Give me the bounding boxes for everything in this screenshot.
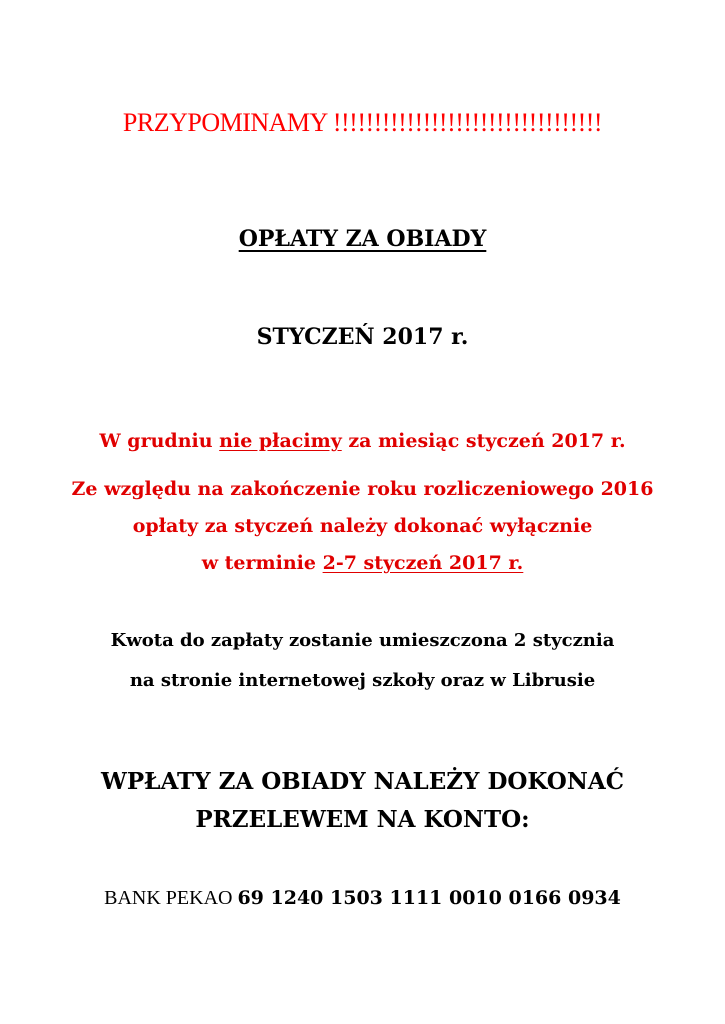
notice-line-4-pre: w terminie [201,552,323,574]
notice-line-1 [0,430,725,452]
reminder-text: PRZYPOMINAMY !!!!!!!!!!!!!!!!!!!!!!!!!!!!!!!!! [122,108,603,137]
bank-name: BANK PEKAO [104,887,238,909]
notice-line-3-text: opłaty za styczeń należy dokonać wyłącznie [132,515,593,537]
notice-line-1-underlined: nie płacimy [219,430,342,452]
notice-line-2-text: Ze względu na zakończenie roku rozliczeniowego 2016 [71,478,654,500]
payment-heading-line-1 [0,768,725,795]
notice-line-4-underlined: 2-7 styczeń 2017 r. [322,552,524,574]
notice-line-2 [0,478,725,500]
payment-heading-line-2-text: PRZELEWEM NA KONTO: [195,806,530,833]
notice-line-1-pre: W grudniu [99,430,220,452]
amount-info-line-2-text: na stronie internetowej szkoły oraz w Librusie [129,670,596,691]
month-heading [0,324,725,350]
notice-line-3 [0,515,725,537]
page-title [0,226,725,252]
bank-account-number: 69 1240 1503 1111 0010 0166 0934 [237,887,621,909]
bank-account-line [0,887,725,910]
amount-info-line-1-text: Kwota do zapłaty zostanie umieszczona 2 stycznia [110,630,615,651]
month-heading-text: STYCZEŃ 2017 r. [256,324,469,350]
notice-line-1-post: za miesiąc styczeń 2017 r. [341,430,626,452]
amount-info-line-2 [0,670,725,691]
notice-line-4 [0,552,725,574]
payment-heading-line-2 [0,806,725,833]
payment-heading-line-1-text: WPŁATY ZA OBIADY NALEŻY DOKONAĆ [100,768,625,795]
reminder-banner [0,108,725,138]
amount-info-line-1 [0,630,725,651]
page-title-text: OPŁATY ZA OBIADY [238,226,487,252]
